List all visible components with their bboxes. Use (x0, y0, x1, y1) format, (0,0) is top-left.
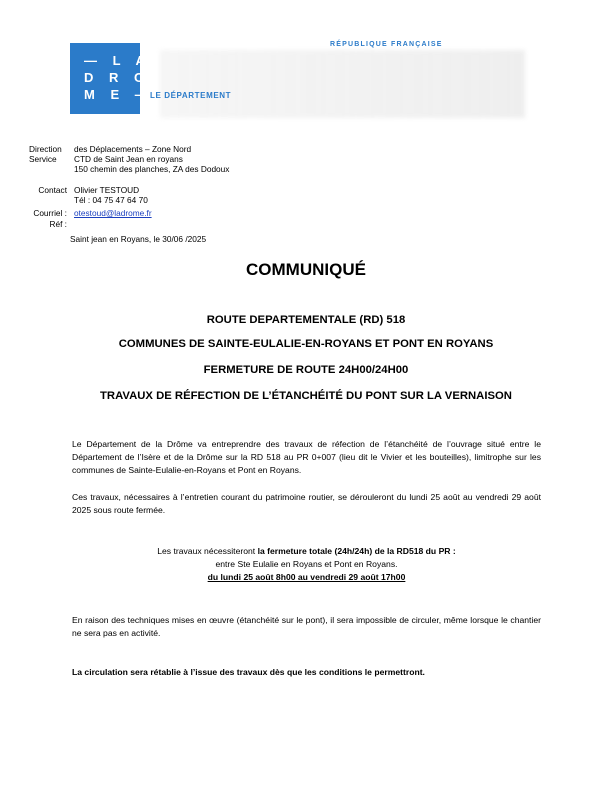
ref-label: Réf : (49, 219, 67, 229)
place-date: Saint jean en Royans, le 30/06 /2025 (70, 234, 207, 244)
paragraph-intro: Le Département de la Drôme va entreprendre des travaux de réfection de l’étanchéité de l’ouvrage situé entre le Département de l’Isère et de la Drôme sur la RD 518 au PR 0+007 (lieu dit le Vivier et les bouteilles), limitrophe sur les communes de Sainte-Eulalie-en-Royans et Pont en Royans. (72, 439, 541, 475)
service-value: CTD de Saint Jean en royans (74, 154, 183, 164)
direction-value: des Déplacements – Zone Nord (74, 144, 192, 154)
email-link[interactable]: otestoud@ladrome.fr (74, 208, 152, 218)
closure-dates (72, 571, 541, 584)
service-label: Service (29, 154, 57, 164)
paragraph-restore: La circulation sera rétablie à l’issue des travaux dès que les conditions le permettront. (72, 667, 425, 677)
subtitle-communes: COMMUNES DE SAINTE-EULALIE-EN-ROYANS ET PONT EN ROYANS (118, 338, 494, 350)
closure-between: entre Ste Eulalie en Royans et Pont en Royans. (215, 559, 398, 569)
contact-phone: Tél : 04 75 47 64 70 (74, 195, 148, 205)
republic-label: RÉPUBLIQUE FRANÇAISE (330, 41, 443, 48)
department-label: LE DÉPARTEMENT (150, 91, 232, 100)
subtitle-route: ROUTE DEPARTEMENTALE (RD) 518 (206, 314, 406, 326)
closure-line (72, 545, 541, 558)
paragraph-dates: Ces travaux, nécessaires à l’entretien courant du patrimoine routier, se dérouleront du lundi 25 août au vendredi 29 août 2025 sous route fermée. (72, 492, 541, 515)
closure-dates-text: du lundi 25 août 8h00 au vendredi 29 août 17h00 (207, 572, 406, 582)
ladrome-logo (70, 43, 154, 114)
direction-label: Direction (29, 144, 62, 154)
contact-name: Olivier TESTOUD (74, 185, 140, 195)
logo-text: — L A D R O M E — (84, 53, 154, 102)
subtitle-closure: FERMETURE DE ROUTE 24H00/24H00 (203, 364, 409, 376)
address: 150 chemin des planches, ZA des Dodoux (74, 164, 230, 174)
closure-prefix: Les travaux nécessiteront (157, 546, 258, 556)
page-title: COMMUNIQUÉ (246, 260, 366, 279)
email-label: Courriel : (33, 208, 67, 218)
closure-bold: la fermeture totale (24h/24h) de la RD518 du PR : (257, 546, 456, 556)
contact-label: Contact (38, 185, 67, 195)
header-watermark (160, 50, 525, 118)
paragraph-technique: En raison des techniques mises en œuvre (étanchéité sur le pont), il sera impossible de circuler, même lorsque le chantier ne sera pas en activité. (72, 615, 541, 638)
subtitle-works: TRAVAUX DE RÉFECTION DE L’ÉTANCHÉITÉ DU PONT SUR LA VERNAISON (100, 390, 512, 402)
